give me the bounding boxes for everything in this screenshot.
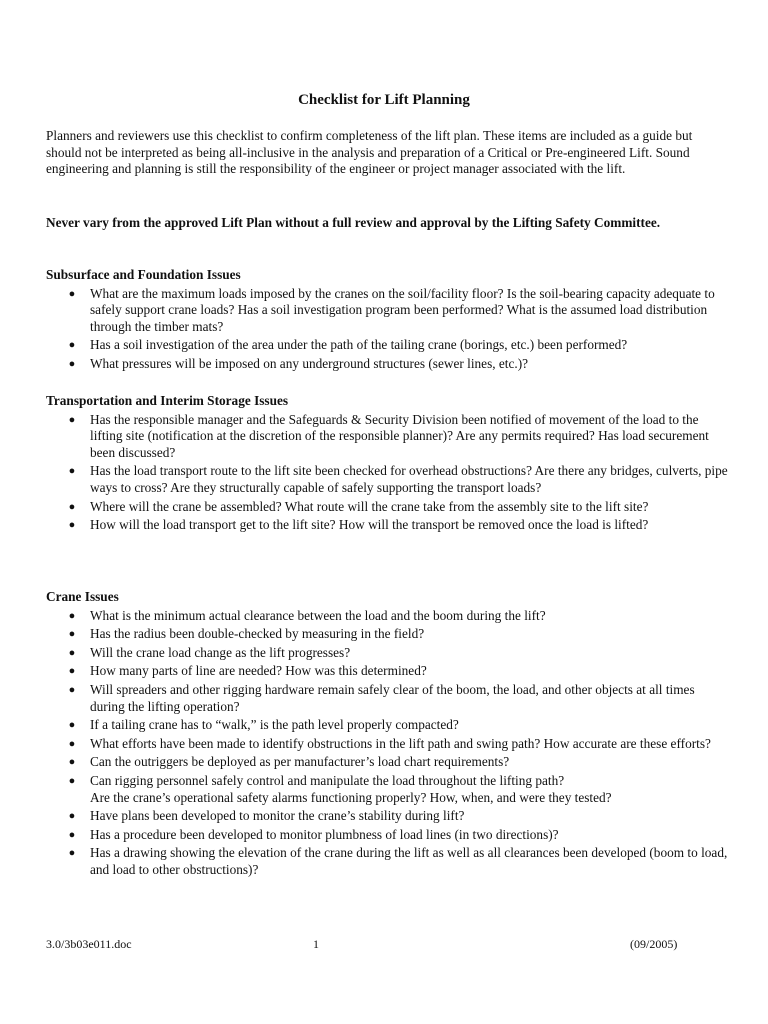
bullet-icon: ● [68,774,76,787]
section-transportation-storage [46,393,736,536]
list-item [68,607,736,625]
bullet-icon: ● [68,628,76,641]
list-item-text: How will the load transport get to the lift site? How will the transport be removed once the load is lifted? [90,517,649,533]
bullet-icon: ● [68,719,76,732]
list-item-continuation: Are the crane’s operational safety alarms functioning properly? How, when, and were they tested? [90,789,612,805]
list-item-text: Will spreaders and other rigging hardware remain safely clear of the boom, the load, and other objects at all times during the lifting operation? [90,681,695,714]
bullet-icon: ● [68,828,76,841]
section-heading: Crane Issues [46,589,119,604]
list-item-text: What pressures will be imposed on any underground structures (sewer lines, etc.)? [90,355,529,371]
checklist [46,608,736,879]
bullet-icon: ● [68,500,76,513]
bullet-icon: ● [68,609,76,622]
bullet-icon: ● [68,465,76,478]
list-item [68,826,736,844]
document-title: Checklist for Lift Planning [298,92,470,108]
list-item [68,285,736,336]
section-crane-issues [46,589,736,881]
list-item-text: How many parts of line are needed? How was this determined? [90,663,427,679]
list-item-text: Has a drawing showing the elevation of the crane during the lift as well as all clearances been developed (boom to load, and load to other obstructions)? [90,845,728,877]
warning-statement: Never vary from the approved Lift Plan without a full review and approval by the Lifting Safety Committee. [46,215,661,230]
list-item [68,808,736,825]
list-item [68,517,736,534]
list-item [68,717,736,734]
list-item [68,754,736,771]
bullet-icon: ● [68,287,76,300]
list-item-text: Where will the crane be assembled? What route will the crane take from the assembly site to the lift site? [90,498,649,514]
bullet-icon: ● [68,646,76,659]
list-item-text: Has a soil investigation of the area under the path of the tailing crane (borings, etc.) been performed? [90,337,628,353]
list-item-text: What is the minimum actual clearance between the load and the boom during the lift? [90,607,546,623]
section-subsurface-foundation [46,267,736,375]
footer-filename: 3.0/3b03e011.doc [46,937,132,951]
footer-date: (09/2005) [630,937,678,951]
section-heading: Transportation and Interim Storage Issues [46,393,289,408]
list-item [68,626,736,643]
list-item-text: If a tailing crane has to “walk,” is the path level properly compacted? [90,717,459,733]
bullet-icon: ● [68,756,76,769]
bullet-icon: ● [68,665,76,678]
list-item [68,337,736,354]
list-item [68,845,736,878]
list-item-text: Will the crane load change as the lift progresses? [90,644,351,660]
bullet-icon: ● [68,810,76,823]
list-item-text: Can rigging personnel safely control and manipulate the load throughout the lifting path? [90,772,565,788]
bullet-icon: ● [68,413,76,426]
bullet-icon: ● [68,737,76,750]
list-item [68,411,736,462]
list-item [68,681,736,715]
checklist [46,286,736,373]
list-item-text: Has the responsible manager and the Safeguards & Security Division been notified of movement of the load to the lifting site (notification at the discretion of the responsible planner)? Are any permits required? Has load securement been discussed? [90,411,709,460]
list-item-text: Has a procedure been developed to monitor plumbness of load lines (in two directions)? [90,826,559,842]
list-item [68,644,736,662]
intro-paragraph: Planners and reviewers use this checklist to confirm completeness of the lift plan. These items are included as a guide but should not be interpreted as being all-inclusive in the analysis and preparation of a Critical or Pre-engineered Lift. Sound engineering and planning is still the responsibility of the engineer or project manager associated with the lift. [46,128,693,177]
list-item-text: Have plans been developed to monitor the crane’s stability during lift? [90,808,465,824]
bullet-icon: ● [68,683,76,696]
bullet-icon: ● [68,847,76,860]
list-item-text: Has the radius been double-checked by measuring in the field? [90,626,425,642]
section-heading: Subsurface and Foundation Issues [46,267,241,282]
bullet-icon: ● [68,339,76,352]
bullet-icon: ● [68,519,76,532]
list-item-text: Can the outriggers be deployed as per manufacturer’s load chart requirements? [90,754,510,770]
bullet-icon: ● [68,357,76,370]
footer-page-number: 1 [313,937,319,951]
list-item [68,735,736,753]
list-item [68,463,736,496]
list-item-text: Has the load transport route to the lift site been checked for overhead obstructions? Are there any bridges, culverts, pipe ways to cross? Are they structurally capable of safely supporting the transport loads? [90,463,728,495]
list-item-text: What efforts have been made to identify obstructions in the lift path and swing path? How accurate are these efforts? [90,735,711,751]
list-item [68,355,736,373]
list-item-text: What are the maximum loads imposed by the cranes on the soil/facility floor? Is the soil-bearing capacity adequate to safely support crane loads? Has a soil investigation program been performed? What is the assumed load distribution through the timber mats? [90,285,715,334]
list-item [68,498,736,516]
checklist [46,412,736,534]
list-item [68,772,736,806]
list-item [68,663,736,680]
